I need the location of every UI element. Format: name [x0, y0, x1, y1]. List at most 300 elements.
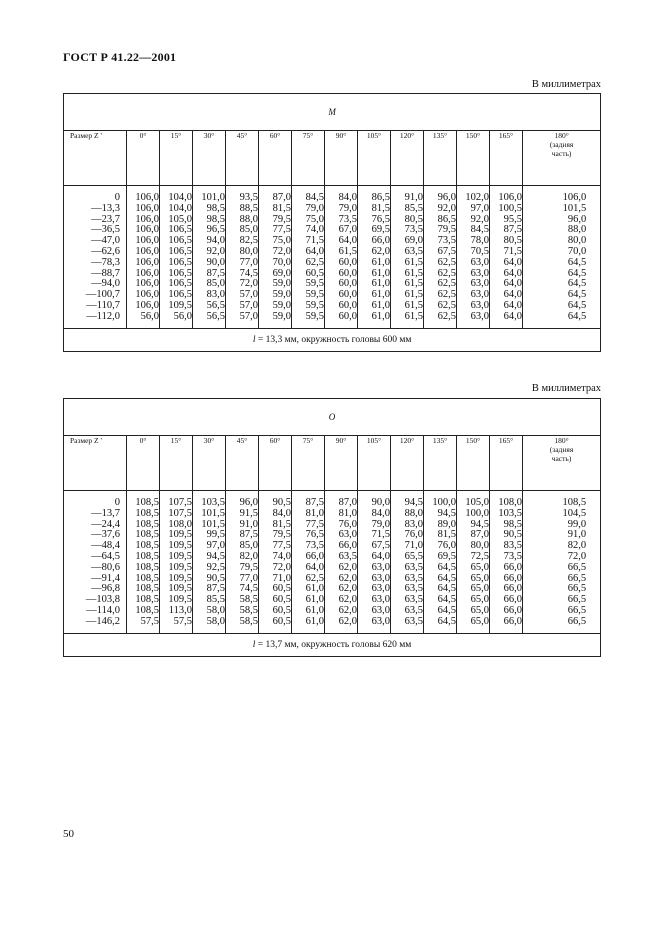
column-header-angle: 0° [127, 131, 160, 186]
z-value-cell: —48,4 [64, 541, 127, 552]
value-cell: 113,0 [160, 606, 193, 617]
column-header-angle: 150° [457, 436, 490, 491]
value-cell: 81,5 [358, 204, 391, 215]
value-cell: 71,5 [358, 530, 391, 541]
value-cell: 108,5 [127, 595, 160, 606]
value-cell: 71,0 [391, 541, 424, 552]
value-cell: 61,5 [325, 247, 358, 258]
value-cell: 99,5 [193, 530, 226, 541]
value-cell: 63,0 [358, 606, 391, 617]
value-cell: 57,0 [226, 312, 259, 323]
z-value-cell: —94,0 [64, 279, 127, 290]
column-header-rear [523, 436, 601, 491]
value-cell: 90,5 [193, 574, 226, 585]
value-cell: 60,0 [325, 258, 358, 269]
table-row [64, 312, 601, 323]
value-cell: 100,0 [457, 509, 490, 520]
rear-header-line: 180° [554, 436, 569, 445]
value-cell: 64,0 [490, 258, 523, 269]
column-header-angle: 75° [292, 131, 325, 186]
value-cell: 85,0 [226, 541, 259, 552]
value-cell: 64,0 [490, 312, 523, 323]
z-value-cell: —110,7 [64, 301, 127, 312]
value-cell: 71,5 [490, 247, 523, 258]
value-cell: 92,5 [193, 563, 226, 574]
value-cell: 106,5 [160, 258, 193, 269]
rear-header-line: часть) [551, 149, 572, 158]
value-cell: 64,0 [490, 279, 523, 290]
value-cell: 88,5 [226, 204, 259, 215]
value-cell: 74,5 [226, 584, 259, 595]
value-cell: 108,5 [127, 498, 160, 509]
value-cell: 87,0 [325, 498, 358, 509]
z-value-cell: —96,8 [64, 584, 127, 595]
value-cell: 88,0 [391, 509, 424, 520]
value-cell: 80,0 [457, 541, 490, 552]
value-cell: 84,0 [325, 193, 358, 204]
value-cell: 64,5 [523, 312, 601, 323]
value-cell: 87,5 [292, 498, 325, 509]
value-cell: 108,5 [127, 563, 160, 574]
z-value-cell: —103,8 [64, 595, 127, 606]
value-cell: 62,5 [292, 574, 325, 585]
value-cell: 73,5 [325, 215, 358, 226]
value-cell: 79,0 [292, 204, 325, 215]
column-header-angle: 135° [424, 436, 457, 491]
value-cell: 63,0 [358, 584, 391, 595]
value-cell: 79,0 [358, 520, 391, 531]
value-cell: 67,5 [358, 541, 391, 552]
value-cell: 59,0 [259, 301, 292, 312]
value-cell: 106,0 [127, 269, 160, 280]
value-cell: 85,0 [226, 225, 259, 236]
value-cell: 59,5 [292, 290, 325, 301]
value-cell: 92,0 [193, 247, 226, 258]
value-cell: 109,5 [160, 595, 193, 606]
column-header-angle: 120° [391, 131, 424, 186]
column-header-angle: 90° [325, 436, 358, 491]
value-cell: 56,5 [193, 301, 226, 312]
value-cell: 109,5 [160, 552, 193, 563]
value-cell: 98,5 [490, 520, 523, 531]
table-row [64, 617, 601, 628]
value-cell: 102,0 [457, 193, 490, 204]
value-cell: 62,0 [325, 574, 358, 585]
value-cell: 60,5 [259, 595, 292, 606]
value-cell: 79,5 [259, 215, 292, 226]
value-cell: 61,5 [391, 279, 424, 290]
value-cell: 69,0 [391, 236, 424, 247]
value-cell: 74,0 [292, 225, 325, 236]
value-cell: 56,0 [160, 312, 193, 323]
value-cell: 81,5 [259, 204, 292, 215]
value-cell: 109,5 [160, 541, 193, 552]
value-cell: 91,5 [226, 509, 259, 520]
value-cell: 101,5 [523, 204, 601, 215]
rear-header-line: 180° [554, 131, 569, 140]
value-cell: 78,0 [457, 236, 490, 247]
value-cell: 87,5 [226, 530, 259, 541]
value-cell: 103,5 [490, 509, 523, 520]
value-cell: 61,0 [292, 584, 325, 595]
value-cell: 105,0 [160, 215, 193, 226]
value-cell: 109,5 [160, 584, 193, 595]
value-cell: 62,0 [325, 584, 358, 595]
value-cell: 106,0 [127, 236, 160, 247]
column-header-angle: 0° [127, 436, 160, 491]
value-cell: 104,5 [523, 509, 601, 520]
z-value-cell: —78,3 [64, 258, 127, 269]
z-value-cell: —23,7 [64, 215, 127, 226]
value-cell: 63,5 [391, 584, 424, 595]
value-cell: 60,5 [259, 617, 292, 628]
value-cell: 81,0 [292, 509, 325, 520]
value-cell: 60,0 [325, 279, 358, 290]
value-cell: 61,0 [358, 269, 391, 280]
value-cell: 66,5 [523, 584, 601, 595]
value-cell: 60,0 [325, 269, 358, 280]
value-cell: 60,5 [259, 584, 292, 595]
z-value-cell: 0 [64, 498, 127, 509]
value-cell: 77,5 [292, 520, 325, 531]
value-cell: 80,0 [523, 236, 601, 247]
value-cell: 72,0 [259, 247, 292, 258]
value-cell: 108,5 [127, 509, 160, 520]
value-cell: 82,0 [523, 541, 601, 552]
value-cell: 81,5 [424, 530, 457, 541]
value-cell: 65,0 [457, 617, 490, 628]
value-cell: 66,0 [358, 236, 391, 247]
column-header-z: Размер Z ' [64, 131, 127, 186]
table-footnote [64, 328, 601, 351]
value-cell: 94,0 [193, 236, 226, 247]
value-cell: 62,5 [424, 269, 457, 280]
rear-header-line: (задняя [549, 445, 574, 454]
value-cell: 61,0 [358, 290, 391, 301]
value-cell: 79,0 [325, 204, 358, 215]
value-cell: 107,5 [160, 509, 193, 520]
z-value-cell: —100,7 [64, 290, 127, 301]
table-title: O [64, 399, 601, 436]
rear-header-line: (задняя [549, 140, 574, 149]
value-cell: 99,0 [523, 520, 601, 531]
value-cell: 108,5 [523, 498, 601, 509]
z-value-cell: —64,5 [64, 552, 127, 563]
value-cell: 65,0 [457, 606, 490, 617]
value-cell: 63,0 [325, 530, 358, 541]
table-row [64, 563, 601, 574]
value-cell: 76,5 [358, 215, 391, 226]
value-cell: 85,5 [193, 595, 226, 606]
table-row [64, 509, 601, 520]
value-cell: 108,5 [127, 520, 160, 531]
value-cell: 64,0 [325, 236, 358, 247]
value-cell: 106,5 [160, 247, 193, 258]
value-cell: 63,5 [325, 552, 358, 563]
value-cell: 101,0 [193, 193, 226, 204]
head-table-m [63, 93, 601, 352]
value-cell: 64,5 [424, 617, 457, 628]
value-cell: 96,0 [226, 498, 259, 509]
z-value-cell: —24,4 [64, 520, 127, 531]
value-cell: 61,0 [358, 312, 391, 323]
value-cell: 108,0 [490, 498, 523, 509]
units-note-2: В миллиметрах [531, 383, 601, 394]
value-cell: 64,0 [490, 269, 523, 280]
value-cell: 64,5 [424, 584, 457, 595]
column-header-angle: 75° [292, 436, 325, 491]
column-header-angle: 30° [193, 436, 226, 491]
value-cell: 95,5 [490, 215, 523, 226]
z-value-cell: —112,0 [64, 312, 127, 323]
value-cell: 87,5 [490, 225, 523, 236]
value-cell: 94,5 [457, 520, 490, 531]
value-cell: 87,0 [259, 193, 292, 204]
value-cell: 59,0 [259, 279, 292, 290]
value-cell: 64,0 [358, 552, 391, 563]
value-cell: 61,0 [358, 258, 391, 269]
value-cell: 81,5 [259, 520, 292, 531]
value-cell: 86,5 [424, 215, 457, 226]
value-cell: 72,0 [226, 279, 259, 290]
value-cell: 79,5 [259, 530, 292, 541]
value-cell: 96,0 [523, 215, 601, 226]
value-cell: 61,0 [358, 279, 391, 290]
value-cell: 58,5 [226, 595, 259, 606]
value-cell: 91,0 [226, 520, 259, 531]
value-cell: 66,5 [523, 606, 601, 617]
column-header-angle: 60° [259, 131, 292, 186]
value-cell: 59,5 [292, 301, 325, 312]
value-cell: 94,5 [391, 498, 424, 509]
value-cell: 66,5 [523, 617, 601, 628]
value-cell: 84,0 [358, 509, 391, 520]
table-row [64, 258, 601, 269]
value-cell: 106,0 [127, 215, 160, 226]
value-cell: 59,5 [292, 279, 325, 290]
value-cell: 75,0 [259, 236, 292, 247]
value-cell: 59,5 [292, 312, 325, 323]
value-cell: 83,0 [391, 520, 424, 531]
value-cell: 65,0 [457, 574, 490, 585]
value-cell: 67,0 [325, 225, 358, 236]
value-cell: 62,0 [325, 595, 358, 606]
value-cell: 92,0 [457, 215, 490, 226]
value-cell: 109,5 [160, 563, 193, 574]
value-cell: 97,0 [457, 204, 490, 215]
value-cell: 100,5 [490, 204, 523, 215]
value-cell: 62,5 [424, 301, 457, 312]
page-number: 50 [63, 828, 74, 840]
value-cell: 63,0 [457, 290, 490, 301]
column-header-angle: 120° [391, 436, 424, 491]
value-cell: 74,5 [226, 269, 259, 280]
value-cell: 108,5 [127, 574, 160, 585]
value-cell: 73,5 [391, 225, 424, 236]
value-cell: 72,0 [259, 563, 292, 574]
z-value-cell: —62,6 [64, 247, 127, 258]
value-cell: 61,0 [292, 617, 325, 628]
value-cell: 61,5 [391, 258, 424, 269]
value-cell: 62,5 [424, 258, 457, 269]
value-cell: 84,5 [292, 193, 325, 204]
value-cell: 73,5 [490, 552, 523, 563]
value-cell: 61,5 [391, 269, 424, 280]
value-cell: 63,0 [358, 563, 391, 574]
value-cell: 66,0 [490, 606, 523, 617]
value-cell: 109,5 [160, 574, 193, 585]
value-cell: 106,0 [127, 258, 160, 269]
value-cell: 85,5 [391, 204, 424, 215]
z-value-cell: —146,2 [64, 617, 127, 628]
document-header: ГОСТ Р 41.22—2001 [63, 50, 177, 64]
z-value-cell: —36,5 [64, 225, 127, 236]
value-cell: 57,5 [127, 617, 160, 628]
value-cell: 62,5 [424, 312, 457, 323]
value-cell: 103,5 [193, 498, 226, 509]
value-cell: 59,0 [259, 312, 292, 323]
value-cell: 101,5 [193, 509, 226, 520]
value-cell: 63,0 [457, 279, 490, 290]
value-cell: 106,5 [160, 225, 193, 236]
value-cell: 64,5 [523, 258, 601, 269]
rear-header-line: часть) [551, 454, 572, 463]
value-cell: 57,5 [160, 617, 193, 628]
head-table-o [63, 398, 601, 657]
footnote-symbol: l [252, 639, 256, 650]
value-cell: 63,0 [457, 269, 490, 280]
value-cell: 71,5 [292, 236, 325, 247]
value-cell: 61,0 [292, 595, 325, 606]
value-cell: 96,5 [193, 225, 226, 236]
value-cell: 64,5 [424, 606, 457, 617]
value-cell: 63,0 [358, 617, 391, 628]
value-cell: 87,5 [193, 584, 226, 595]
footnote-text: = 13,3 мм, окружность головы 600 мм [255, 334, 412, 345]
value-cell: 108,0 [160, 520, 193, 531]
value-cell: 108,5 [127, 606, 160, 617]
z-value-cell: —80,6 [64, 563, 127, 574]
value-cell: 94,5 [424, 509, 457, 520]
value-cell: 62,5 [424, 279, 457, 290]
value-cell: 63,5 [391, 595, 424, 606]
column-header-angle: 105° [358, 131, 391, 186]
value-cell: 57,0 [226, 301, 259, 312]
value-cell: 109,5 [160, 530, 193, 541]
value-cell: 82,0 [226, 552, 259, 563]
value-cell: 66,0 [325, 541, 358, 552]
value-cell: 62,0 [325, 617, 358, 628]
value-cell: 80,5 [490, 236, 523, 247]
value-cell: 106,0 [490, 193, 523, 204]
value-cell: 63,5 [391, 606, 424, 617]
value-cell: 82,5 [226, 236, 259, 247]
value-cell: 60,5 [259, 606, 292, 617]
value-cell: 87,5 [193, 269, 226, 280]
value-cell: 57,0 [226, 290, 259, 301]
value-cell: 60,0 [325, 290, 358, 301]
column-header-angle: 15° [160, 436, 193, 491]
value-cell: 56,5 [193, 312, 226, 323]
z-value-cell: —91,4 [64, 574, 127, 585]
value-cell: 106,0 [127, 247, 160, 258]
value-cell: 106,5 [160, 290, 193, 301]
value-cell: 64,0 [490, 301, 523, 312]
value-cell: 62,0 [325, 606, 358, 617]
units-note-1: В миллиметрах [531, 79, 601, 90]
value-cell: 106,0 [127, 290, 160, 301]
value-cell: 64,0 [292, 563, 325, 574]
z-value-cell: —88,7 [64, 269, 127, 280]
column-header-angle: 105° [358, 436, 391, 491]
value-cell: 58,0 [193, 617, 226, 628]
column-header-angle: 150° [457, 131, 490, 186]
value-cell: 71,0 [259, 574, 292, 585]
value-cell: 106,0 [127, 225, 160, 236]
value-cell: 80,5 [391, 215, 424, 226]
value-cell: 108,5 [127, 541, 160, 552]
z-value-cell: —37,6 [64, 530, 127, 541]
value-cell: 66,0 [490, 563, 523, 574]
value-cell: 76,0 [325, 520, 358, 531]
value-cell: 70,0 [523, 247, 601, 258]
value-cell: 66,5 [523, 574, 601, 585]
value-cell: 88,0 [523, 225, 601, 236]
z-value-cell: 0 [64, 193, 127, 204]
footnote-text: = 13,7 мм, окружность головы 620 мм [255, 639, 412, 650]
value-cell: 61,0 [358, 301, 391, 312]
value-cell: 76,0 [424, 541, 457, 552]
value-cell: 64,5 [523, 269, 601, 280]
value-cell: 81,0 [325, 509, 358, 520]
value-cell: 69,5 [424, 552, 457, 563]
value-cell: 60,5 [292, 269, 325, 280]
value-cell: 63,0 [457, 301, 490, 312]
value-cell: 63,5 [391, 563, 424, 574]
value-cell: 64,5 [424, 574, 457, 585]
value-cell: 73,5 [292, 541, 325, 552]
value-cell: 63,5 [391, 247, 424, 258]
value-cell: 92,0 [424, 204, 457, 215]
value-cell: 106,5 [160, 279, 193, 290]
value-cell: 90,5 [490, 530, 523, 541]
value-cell: 86,5 [358, 193, 391, 204]
value-cell: 62,0 [358, 247, 391, 258]
value-cell: 59,0 [259, 290, 292, 301]
value-cell: 104,0 [160, 204, 193, 215]
value-cell: 56,0 [127, 312, 160, 323]
column-header-angle: 165° [490, 436, 523, 491]
value-cell: 83,0 [193, 290, 226, 301]
value-cell: 66,5 [523, 595, 601, 606]
value-cell: 93,5 [226, 193, 259, 204]
value-cell: 74,0 [259, 552, 292, 563]
column-header-angle: 45° [226, 131, 259, 186]
value-cell: 72,0 [523, 552, 601, 563]
value-cell: 106,0 [127, 204, 160, 215]
z-value-cell: —114,0 [64, 606, 127, 617]
value-cell: 62,0 [325, 563, 358, 574]
value-cell: 65,0 [457, 595, 490, 606]
value-cell: 63,5 [391, 574, 424, 585]
table-row [64, 204, 601, 215]
value-cell: 106,0 [523, 193, 601, 204]
value-cell: 58,0 [193, 606, 226, 617]
value-cell: 63,0 [457, 258, 490, 269]
value-cell: 64,0 [490, 290, 523, 301]
value-cell: 77,0 [226, 258, 259, 269]
value-cell: 67,5 [424, 247, 457, 258]
